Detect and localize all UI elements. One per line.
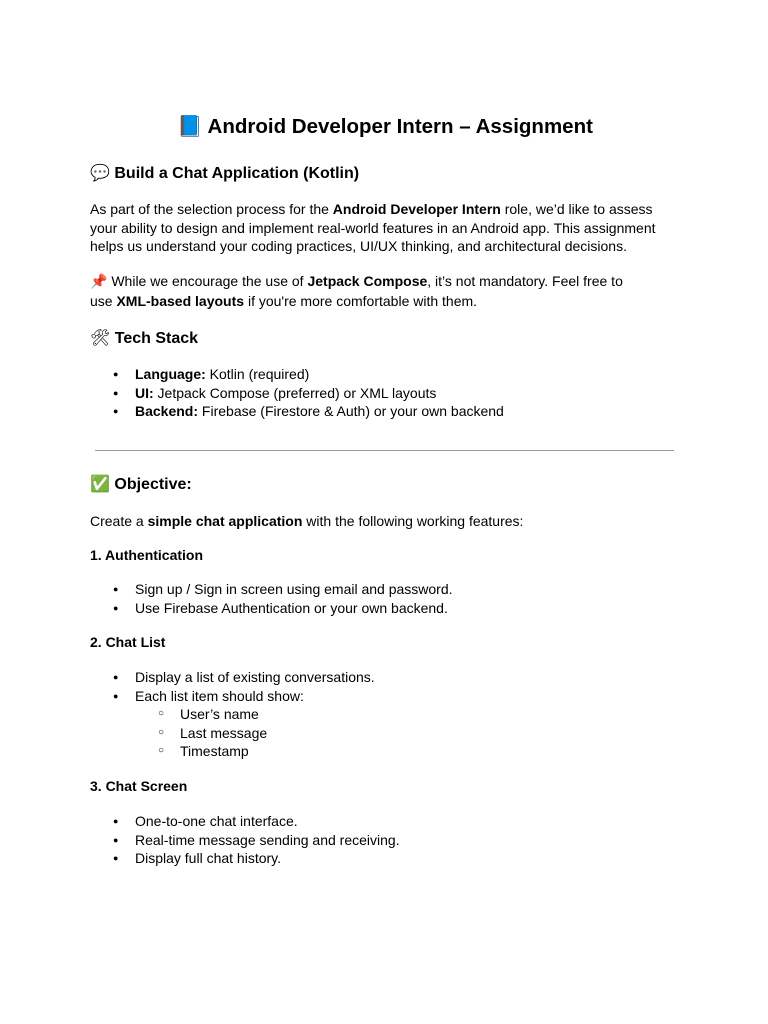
sub-list-item: ○ Timestamp (90, 742, 375, 761)
list-item: ● Each list item should show: (90, 687, 375, 706)
intro-paragraph (90, 200, 682, 256)
list-item (90, 384, 504, 403)
tech-label: Language: (135, 366, 206, 382)
tech-label: Backend: (135, 403, 199, 419)
build-chat-heading-text: Build a Chat Application (Kotlin) (114, 165, 360, 182)
list-item (90, 365, 504, 384)
sub-list-item: ○ User’s name (90, 705, 375, 724)
objective-intro (90, 512, 682, 531)
note-text-1: While we encourage the use of (107, 273, 308, 289)
build-chat-heading (90, 163, 359, 183)
note-bold-xml: XML-based layouts (116, 292, 245, 309)
tech-stack-heading-text: Tech Stack (114, 330, 199, 347)
pushpin-icon: 📌 (90, 274, 108, 290)
list-item: ● Real-time message sending and receiving. (90, 831, 400, 850)
blue-book-icon: 📘 (177, 114, 203, 138)
tech-stack-heading (90, 328, 198, 348)
intro-text-1: As part of the selection process for the (90, 201, 333, 217)
note-bold-compose: Jetpack Compose (307, 273, 428, 289)
objective-text-2: with the following working features: (302, 513, 524, 529)
objective-heading (90, 474, 192, 494)
list-item: ● Use Firebase Authentication or your own backend. (90, 599, 453, 618)
page-title (90, 114, 680, 139)
speech-bubble-icon: 💬 (90, 163, 110, 182)
horizontal-divider (95, 450, 674, 451)
list-item: ● Display full chat history. (90, 849, 400, 868)
page-title-text: Android Developer Intern – Assignment (207, 115, 593, 138)
tech-label: UI: (135, 384, 154, 401)
chat-screen-heading: 3. Chat Screen (90, 778, 188, 794)
note-text-3: if you're more comfortable with them. (244, 292, 478, 309)
intro-text-2: role, we’d like to assess your ability to design and implement real-world features in an Android app. This assignment helps us understand your coding practices, UI/UX thinking, and architectural decisions. (90, 201, 656, 254)
note-text-2: , it’s not mandatory. Feel free to use (90, 273, 623, 309)
note-paragraph (90, 272, 630, 310)
authentication-heading: 1. Authentication (90, 547, 204, 563)
objective-bold: simple chat application (147, 513, 303, 529)
tech-value: Firebase (Firestore & Auth) or your own backend (198, 403, 504, 419)
list-item: ● Sign up / Sign in screen using email and password. (90, 580, 453, 599)
chat-list-list (90, 668, 375, 761)
intro-bold-role: Android Developer Intern (332, 201, 501, 217)
check-mark-icon: ✅ (90, 474, 110, 493)
chat-screen-list (90, 812, 400, 868)
tech-value: Kotlin (required) (205, 366, 310, 382)
tech-value: Jetpack Compose (preferred) or XML layouts (153, 384, 437, 401)
chat-list-heading: 2. Chat List (90, 634, 166, 650)
tech-stack-list (90, 365, 504, 421)
objective-heading-text: Objective: (114, 476, 192, 493)
list-item (90, 402, 504, 421)
objective-text-1: Create a (90, 513, 148, 529)
authentication-list (90, 580, 453, 617)
list-item: ● One-to-one chat interface. (90, 812, 400, 831)
list-item: ● Display a list of existing conversations. (90, 668, 375, 687)
sub-list-item: ○ Last message (90, 724, 375, 743)
hammer-wrench-icon: 🛠 (90, 328, 111, 347)
